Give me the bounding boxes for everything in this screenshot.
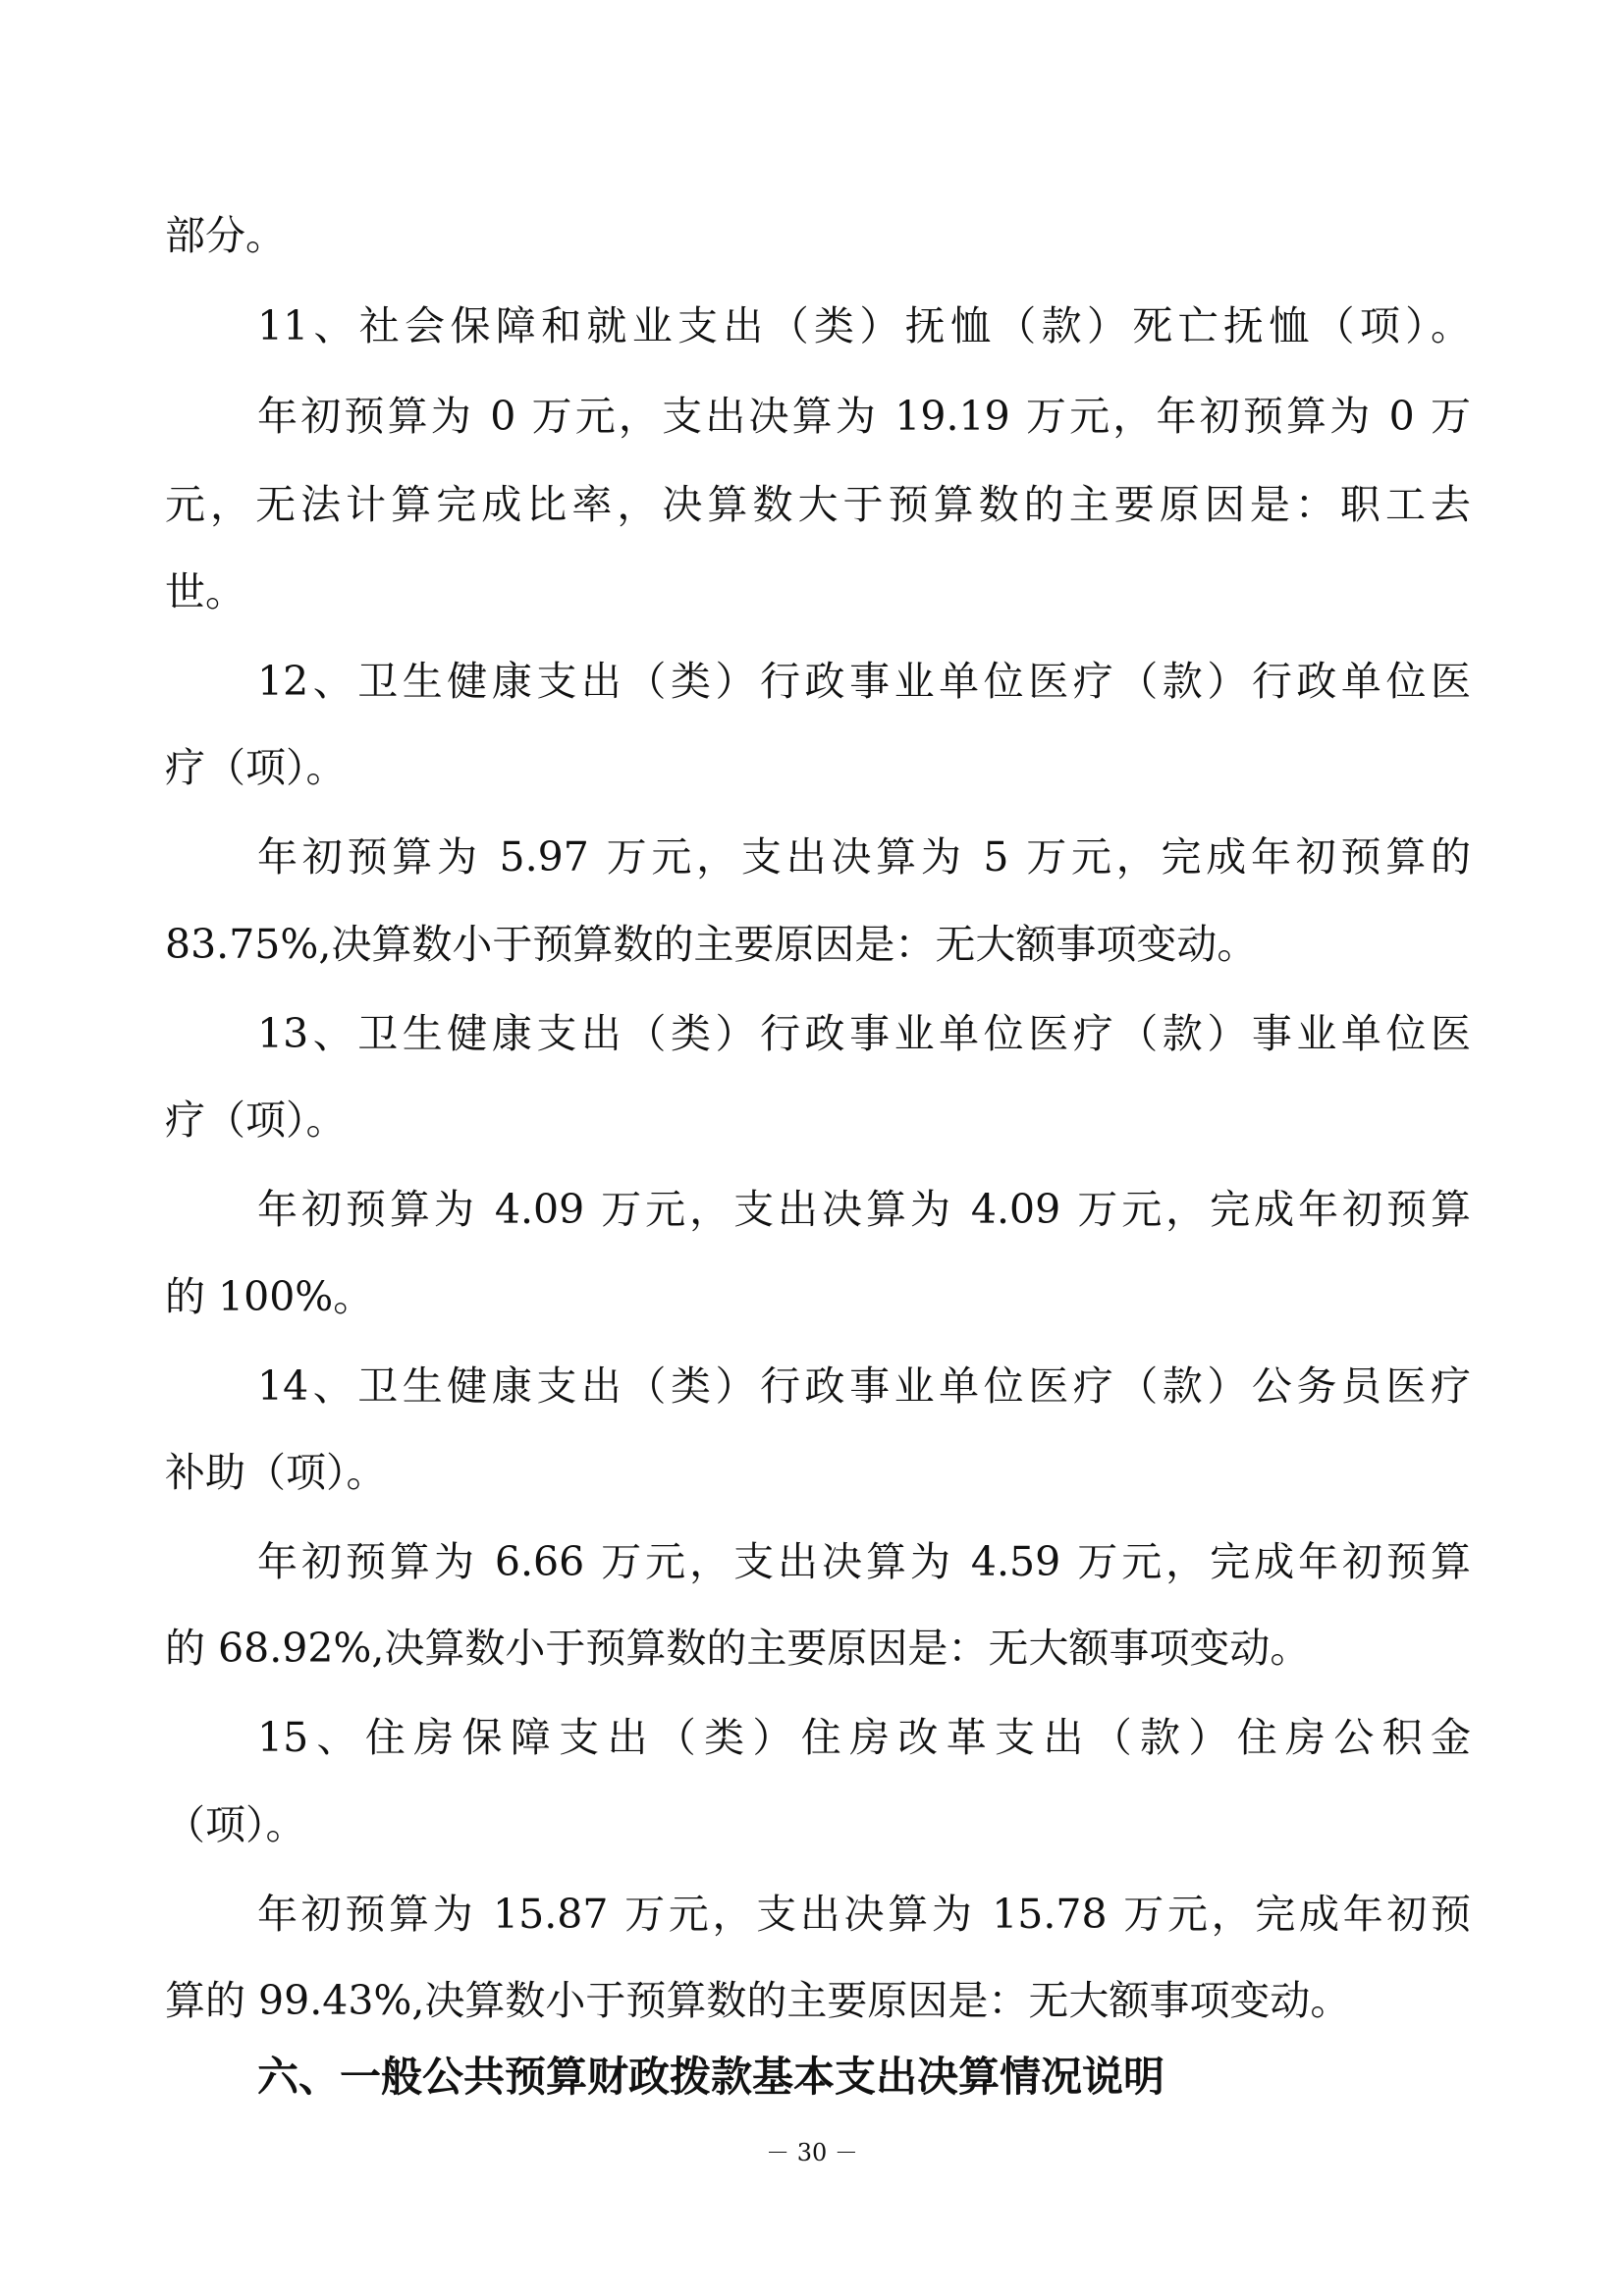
page-number: － 30 －	[766, 2139, 858, 2166]
item-12-title: 12、卫生健康支出（类）行政事业单位医疗（款）行政单位医	[257, 658, 1471, 705]
paragraph-line: 算的 99.43%,决算数小于预算数的主要原因是：无大额事项变动。	[165, 1977, 1351, 2024]
paragraph-line: 疗（项）。	[165, 744, 347, 791]
paragraph-line: 部分。	[165, 212, 286, 259]
item-13-title: 13、卫生健康支出（类）行政事业单位医疗（款）事业单位医	[257, 1010, 1471, 1057]
item-14-title: 14、卫生健康支出（类）行政事业单位医疗（款）公务员医疗	[257, 1362, 1471, 1410]
paragraph-line: 年初预算为 5.97 万元，支出决算为 5 万元，完成年初预算的	[257, 833, 1471, 881]
paragraph-line: 世。	[165, 568, 245, 615]
paragraph-line: 83.75%,决算数小于预算数的主要原因是：无大额事项变动。	[165, 921, 1258, 968]
paragraph-line: 年初预算为 4.09 万元，支出决算为 4.09 万元，完成年初预算	[257, 1186, 1471, 1233]
item-15-title: 15、住房保障支出（类）住房改革支出（款）住房公积金	[257, 1714, 1471, 1761]
section-heading: 六、一般公共预算财政拨款基本支出决算情况说明	[257, 2053, 1165, 2101]
paragraph-line: 的 100%。	[165, 1273, 374, 1320]
paragraph-line: （项）。	[165, 1801, 306, 1848]
paragraph-line: 补助（项）。	[165, 1449, 387, 1496]
paragraph-line: 年初预算为 6.66 万元，支出决算为 4.59 万元，完成年初预算	[257, 1538, 1471, 1585]
paragraph-line: 疗（项）。	[165, 1096, 347, 1144]
item-11-title: 11、社会保障和就业支出（类）抚恤（款）死亡抚恤（项）。	[257, 302, 1471, 349]
paragraph-line: 年初预算为 0 万元，支出决算为 19.19 万元，年初预算为 0 万	[257, 393, 1471, 440]
paragraph-line: 的 68.92%,决算数小于预算数的主要原因是：无大额事项变动。	[165, 1625, 1311, 1672]
paragraph-line: 年初预算为 15.87 万元，支出决算为 15.78 万元，完成年初预	[257, 1891, 1471, 1938]
paragraph-line: 元，无法计算完成比率，决算数大于预算数的主要原因是：职工去	[165, 481, 1471, 528]
